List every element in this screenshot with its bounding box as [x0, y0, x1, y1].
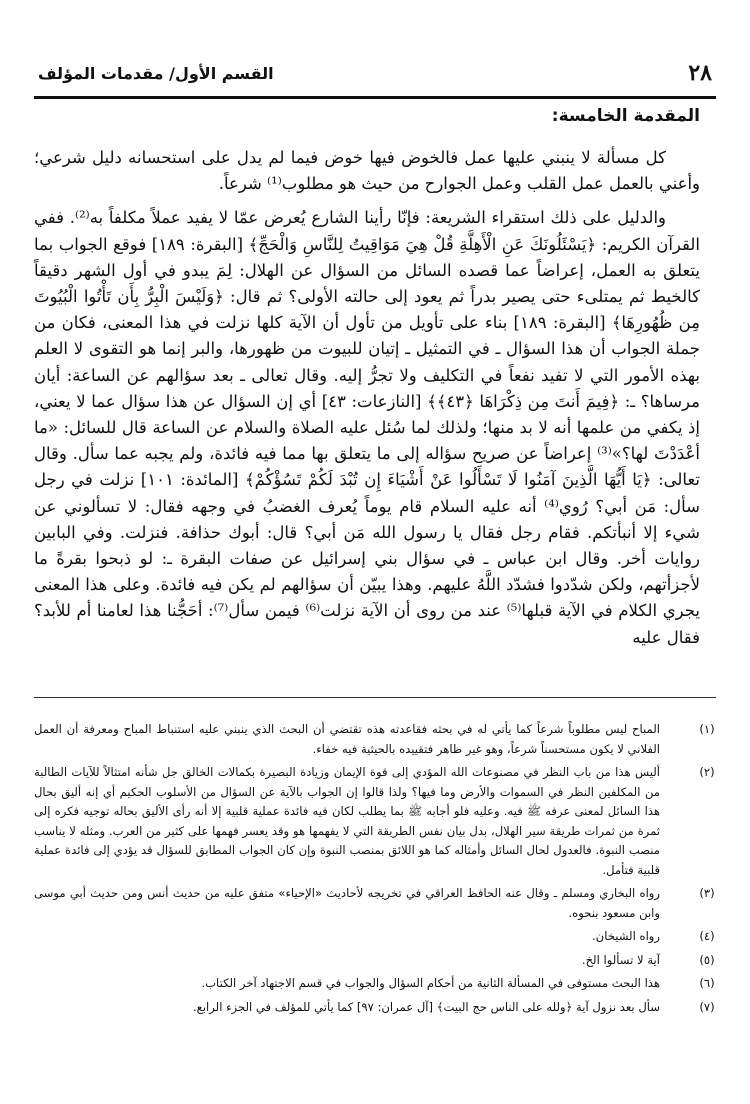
main-text	[34, 145, 700, 659]
footnote	[34, 927, 722, 947]
footnote	[34, 884, 722, 923]
paragraph: كل مسألة لا ينبني عليها عمل فالخوض فيها خوض فيما لم يدل على استحسانه دليل شرعي؛ وأعني بالعمل عمل القلب وعمل الجوارح من حيث هو مطلوب⁽¹⁾ شرعاً.	[34, 148, 700, 194]
footnote	[34, 763, 722, 880]
footnote-text: رواه الشيخان.	[592, 929, 660, 943]
footnote-text: آية لا تسألوا الخ.	[581, 952, 660, 967]
footnote-number: (٢)	[699, 765, 715, 779]
footnote	[34, 951, 722, 971]
footnote-text: رواه البخاري ومسلم ـ وقال عنه الحافظ العراقي في تخريجه لأحاديث «الإحياء» متفق عليه من حديث أنس ومن حديث أبي موسى وابن مسعود بنحوه.	[34, 886, 660, 920]
footnote-text: سأل بعد نزول آية ﴿ولله على الناس حج البيت﴾ [آل عمران: ٩٧] كما يأتي للمؤلف في الجزء الرابع.	[192, 999, 660, 1014]
footnote-number: (٥)	[699, 952, 715, 967]
section-title: المقدمة الخامسة:	[551, 106, 700, 126]
page-header	[38, 60, 712, 94]
footnote	[34, 974, 722, 994]
footnote-text: أليس هذا من باب النظر في مصنوعات الله المؤدي إلى قوة الإيمان وزيادة البصيرة بكمالات الخالق جل شأنه امتثالاً للآيات الطالبة من المكلفين النظر في السموات والأرض وما فيها؟ ولذا قالوا إن الجواب بالآية عن السؤال من الأسلوب الحكيم أي إنه أليق بحال هذا السائل لمعنى عرفه ﷺ فيه. وعليه فلو أجابه ﷺ بما يطلب لكان فيه فائدة عملية قلبية إلا أنه رأى الأليق بحاله توجيه فكره إلى ثمرة من ثمرات طريقة سير الهلال، بدل بيان نفس الطريقة التي لا يفهمها هو وقد يعسر فهمها على كثير من العرب. ومثله لا يناسب منصب النبوة. فالعدول لحال السائل وأمثاله كما هو اللائق بمنصب النبوة وإن كان الجواب المطابق للسؤال قد يؤدي إلى فائدة عملية قلبية فتأمل.	[34, 765, 660, 877]
footnote-number: (٣)	[699, 886, 715, 900]
footnote-rule	[34, 697, 716, 698]
page-number: ٢٨	[688, 60, 712, 86]
footnote	[34, 998, 722, 1018]
footnote-number: (١)	[699, 722, 715, 736]
paragraph: والدليل على ذلك استقراء الشريعة: فإنّا رأينا الشارع يُعرض عمّا لا يفيد عملاً مكلفاً به⁽²⁾. ففي القرآن الكريم: ﴿يَسْئَلُونَكَ عَنِ الْأَهِلَّةِ قُلْ هِيَ مَوَاقِيتُ لِلنَّاسِ وَالْحَجِّ﴾ [البقرة: ١٨٩] فوقع الجواب بما يتعلق به العمل، إعراضاً عما قصده السائل من السؤال عن الهلال: لِمَ يبدو في أول الشهر دقيقاً كالخيط ثم يمتلىء حتى يصير بدراً ثم يعود إلى حالته الأولى؟ ثم قال: ﴿وَلَيْسَ الْبِرُّ بِأَن تَأْتُوا الْبُيُوتَ مِن ظُهُورِهَا﴾ [البقرة: ١٨٩] بناء على تأويل من تأول أن الآية كلها نزلت في هذا المعنى، فكان من جملة الجواب أن هذا السؤال ـ في التمثيل ـ إتيان للبيوت من ظهورها، والبر إنما هو التقوى لا العلم بهذه الأمور التي لا تفيد نفعاً في التكليف ولا تجرُّ إليه. وقال تعالى ـ بعد سؤالهم عن الساعة: أيان مرساها؟ ـ: ﴿فِيمَ أَنتَ مِن ذِكْرَاهَا ﴿٤٣﴾﴾ [النازعات: ٤٣] أي إن السؤال عن هذا سؤال عما لا يعني، إذ يكفي من علمها أنه لا بد منها؛ ولذلك لما سُئل عليه الصلاة والسلام عن الساعة قال للسائل: «ما أعْدَدْتَ لها؟»⁽³⁾ إعراضاً عن صريح سؤاله إلى ما يتعلق بها مما فيه فائدة، ولم يجبه عما سأل. وقال تعالى: ﴿يَا أَيُّهَا الَّذِينَ آمَنُوا لَا تَسْأَلُوا عَنْ أَشْيَاءَ إِن تُبْدَ لَكُمْ تَسُؤْكُمْ﴾ [المائدة: ١٠١] نزلت في رجل سأل: مَن أبي؟ رُوي⁽⁴⁾ أنه عليه السلام قام يوماً يُعرف الغضبُ في وجهه فقال: لا تسألوني عن شيء إلا أنبأتكم. فقام رجل فقال يا رسول الله مَن أبي؟ قال: أبوك حذافة. فنزلت. وفي البابين روايات أخر. وقال ابن عباس ـ في سؤال بني إسرائيل عن صفات البقرة ـ: لو ذبحوا بقرةً ما لأجزأتهم، ولكن شدّدوا فشدّد اللَّهُ عليهم. وهذا يبيّن أن سؤالهم لم يكن فيه فائدة. وعلى هذا المعنى يجري الكلام في الآية قبلها⁽⁵⁾ عند من روى أن الآية نزلت⁽⁶⁾ فيمن سأل⁽⁷⁾: أحَجُّنا هذا لعامنا أم للأبد؟ فقال عليه	[34, 208, 701, 647]
footnote-number: (٧)	[699, 999, 715, 1014]
footnote-number: (٦)	[699, 976, 715, 990]
footnotes	[34, 720, 722, 1021]
running-head: القسم الأول/ مقدمات المؤلف	[38, 64, 274, 83]
footnote-text: المباح ليس مطلوباً شرعاً كما يأتي له في بحثه فقاعدته هذه تقتضي أن البحث الذي ينبني عليه استنباط المباح ومعرفة أن العمل الفلاني لا يكون مستحسناً شرعاً، وهو غير ظاهر فتقييده بالحيثية فيه خفاء.	[34, 722, 660, 756]
footnote	[34, 720, 722, 759]
header-rule	[34, 96, 716, 99]
footnote-text: هذا البحث مستوفى في المسألة الثانية من أحكام السؤال والجواب في قسم الاجتهاد آخر الكتاب.	[201, 976, 660, 990]
footnote-number: (٤)	[699, 929, 715, 943]
